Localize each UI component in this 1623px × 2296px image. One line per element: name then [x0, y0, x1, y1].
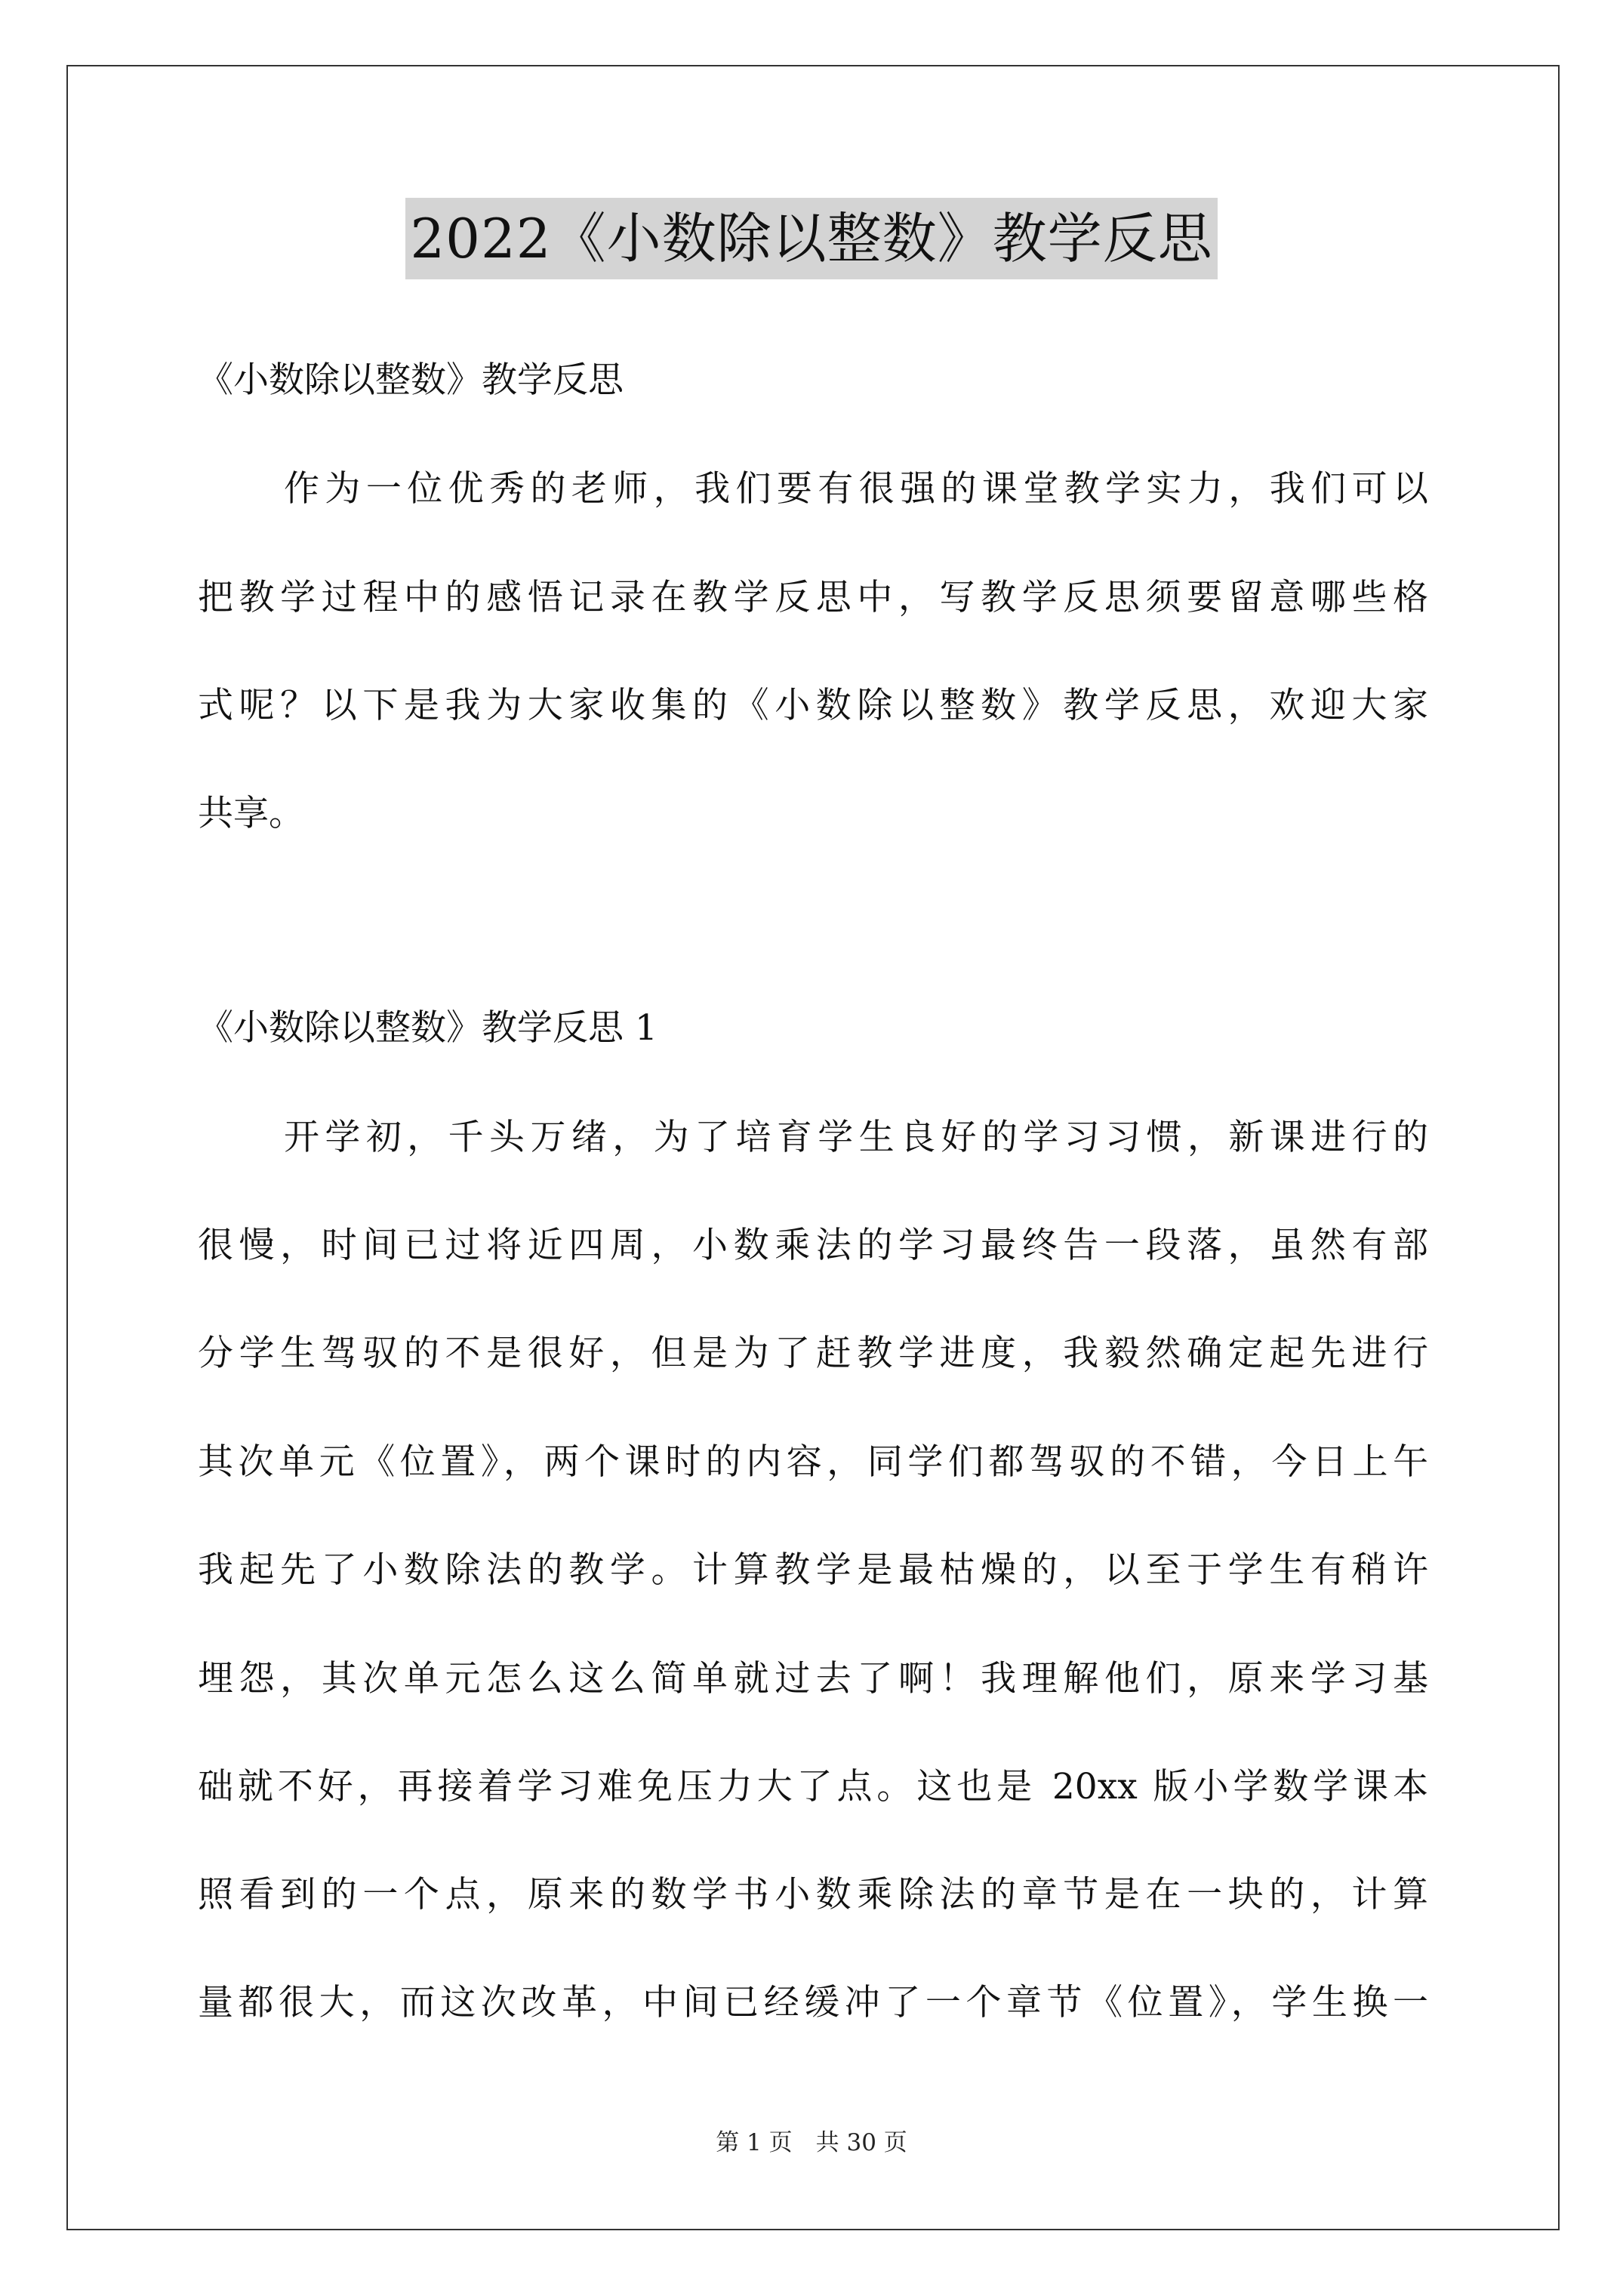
intro-line-4: 共享。 [198, 793, 304, 834]
body-line-5: 我起先了小数除法的教学。计算教学是最枯燥的，以至于学生有稍许 [198, 1549, 1428, 1591]
intro-line-2: 把教学过程中的感悟记录在教学反思中，写教学反思须要留意哪些格 [198, 577, 1428, 618]
body-line-7: 础就不好，再接着学习难免压力大了点。这也是 20xx 版小学数学课本 [198, 1766, 1428, 1808]
section-heading-1: 《小数除以整数》教学反思 1 [198, 1007, 658, 1049]
page-number: 第 1 页 共 30 页 [716, 2129, 907, 2156]
body-line-8: 照看到的一个点，原来的数学书小数乘除法的章节是在一块的，计算 [198, 1874, 1428, 1915]
intro-line-3: 式呢？以下是我为大家收集的《小数除以整数》教学反思，欢迎大家 [198, 685, 1428, 726]
intro-line-1: 作为一位优秀的老师，我们要有很强的课堂教学实力，我们可以 [284, 468, 1428, 510]
document-title: 2022《小数除以整数》教学反思 [405, 198, 1217, 279]
section-heading-intro: 《小数除以整数》教学反思 [198, 359, 624, 401]
body-line-9: 量都很大，而这次改革，中间已经缓冲了一个章节《位置》，学生换一 [198, 1982, 1428, 2023]
body-line-2: 很慢，时间已过将近四周，小数乘法的学习最终告一段落，虽然有部 [198, 1225, 1428, 1266]
body-line-4: 其次单元《位置》，两个课时的内容，同学们都驾驭的不错，今日上午 [198, 1441, 1428, 1483]
body-line-6: 埋怨，其次单元怎么这么简单就过去了啊！我理解他们，原来学习基 [198, 1658, 1428, 1700]
body-line-1: 开学初，千头万绪，为了培育学生良好的学习习惯，新课进行的 [284, 1117, 1428, 1158]
body-line-3: 分学生驾驭的不是很好，但是为了赶教学进度，我毅然确定起先进行 [198, 1333, 1428, 1374]
title-container [0, 198, 1623, 279]
